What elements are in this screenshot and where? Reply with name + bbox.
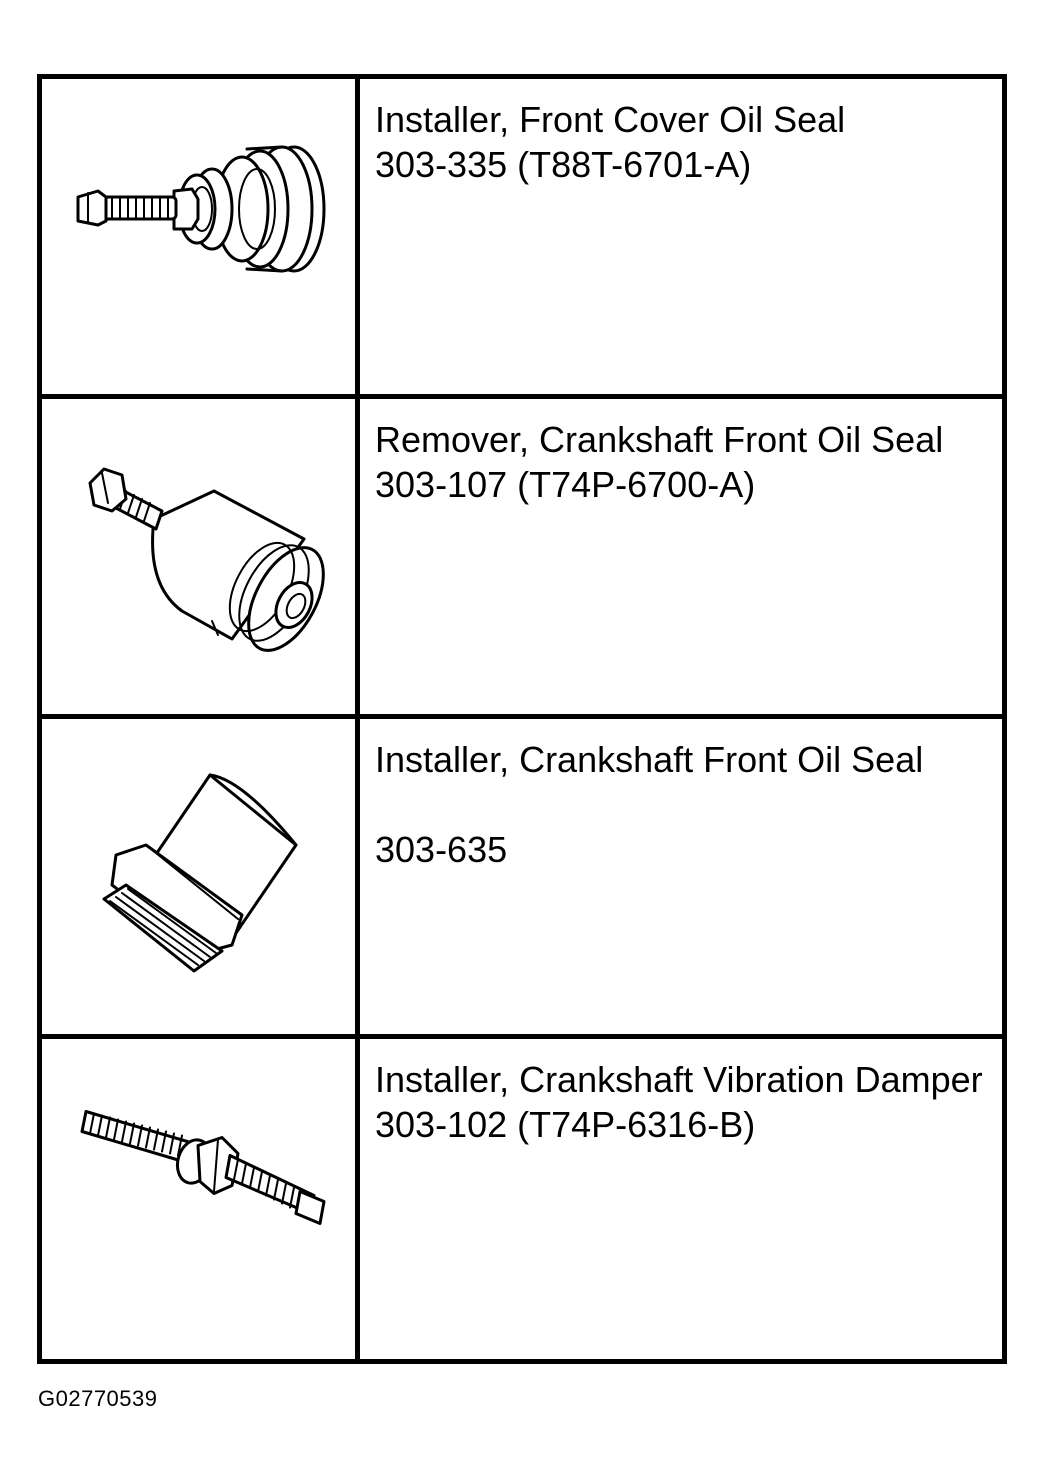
threaded-rod-installer-icon <box>42 1039 355 1359</box>
tool-name: Installer, Crankshaft Vibration Damper <box>375 1059 983 1100</box>
tool-row <box>42 399 1002 719</box>
tool-part-number: 303-107 (T74P-6700-A) <box>375 464 756 505</box>
tool-image-cell <box>42 719 360 1034</box>
tool-row <box>42 79 1002 399</box>
tool-description <box>360 79 1002 394</box>
tool-image-cell <box>42 399 360 714</box>
tool-part-number: 303-102 (T74P-6316-B) <box>375 1104 756 1145</box>
tool-row <box>42 1039 1002 1359</box>
tool-image-cell <box>42 79 360 394</box>
tool-name: Installer, Front Cover Oil Seal <box>375 99 846 140</box>
seal-remover-icon <box>42 399 355 714</box>
tool-name: Installer, Crankshaft Front Oil Seal <box>375 739 924 780</box>
tool-row <box>42 719 1002 1039</box>
tool-name: Remover, Crankshaft Front Oil Seal <box>375 419 944 460</box>
special-tools-table <box>37 74 1007 1364</box>
sleeve-installer-icon <box>42 719 355 1034</box>
tool-description <box>360 719 1002 1034</box>
tool-part-number: 303-335 (T88T-6701-A) <box>375 144 752 185</box>
seal-installer-icon <box>42 79 355 394</box>
tool-image-cell <box>42 1039 360 1359</box>
tool-description <box>360 1039 1002 1359</box>
tool-description <box>360 399 1002 714</box>
figure-id: G02770539 <box>38 1386 158 1411</box>
tool-part-number: 303-635 <box>375 829 508 870</box>
